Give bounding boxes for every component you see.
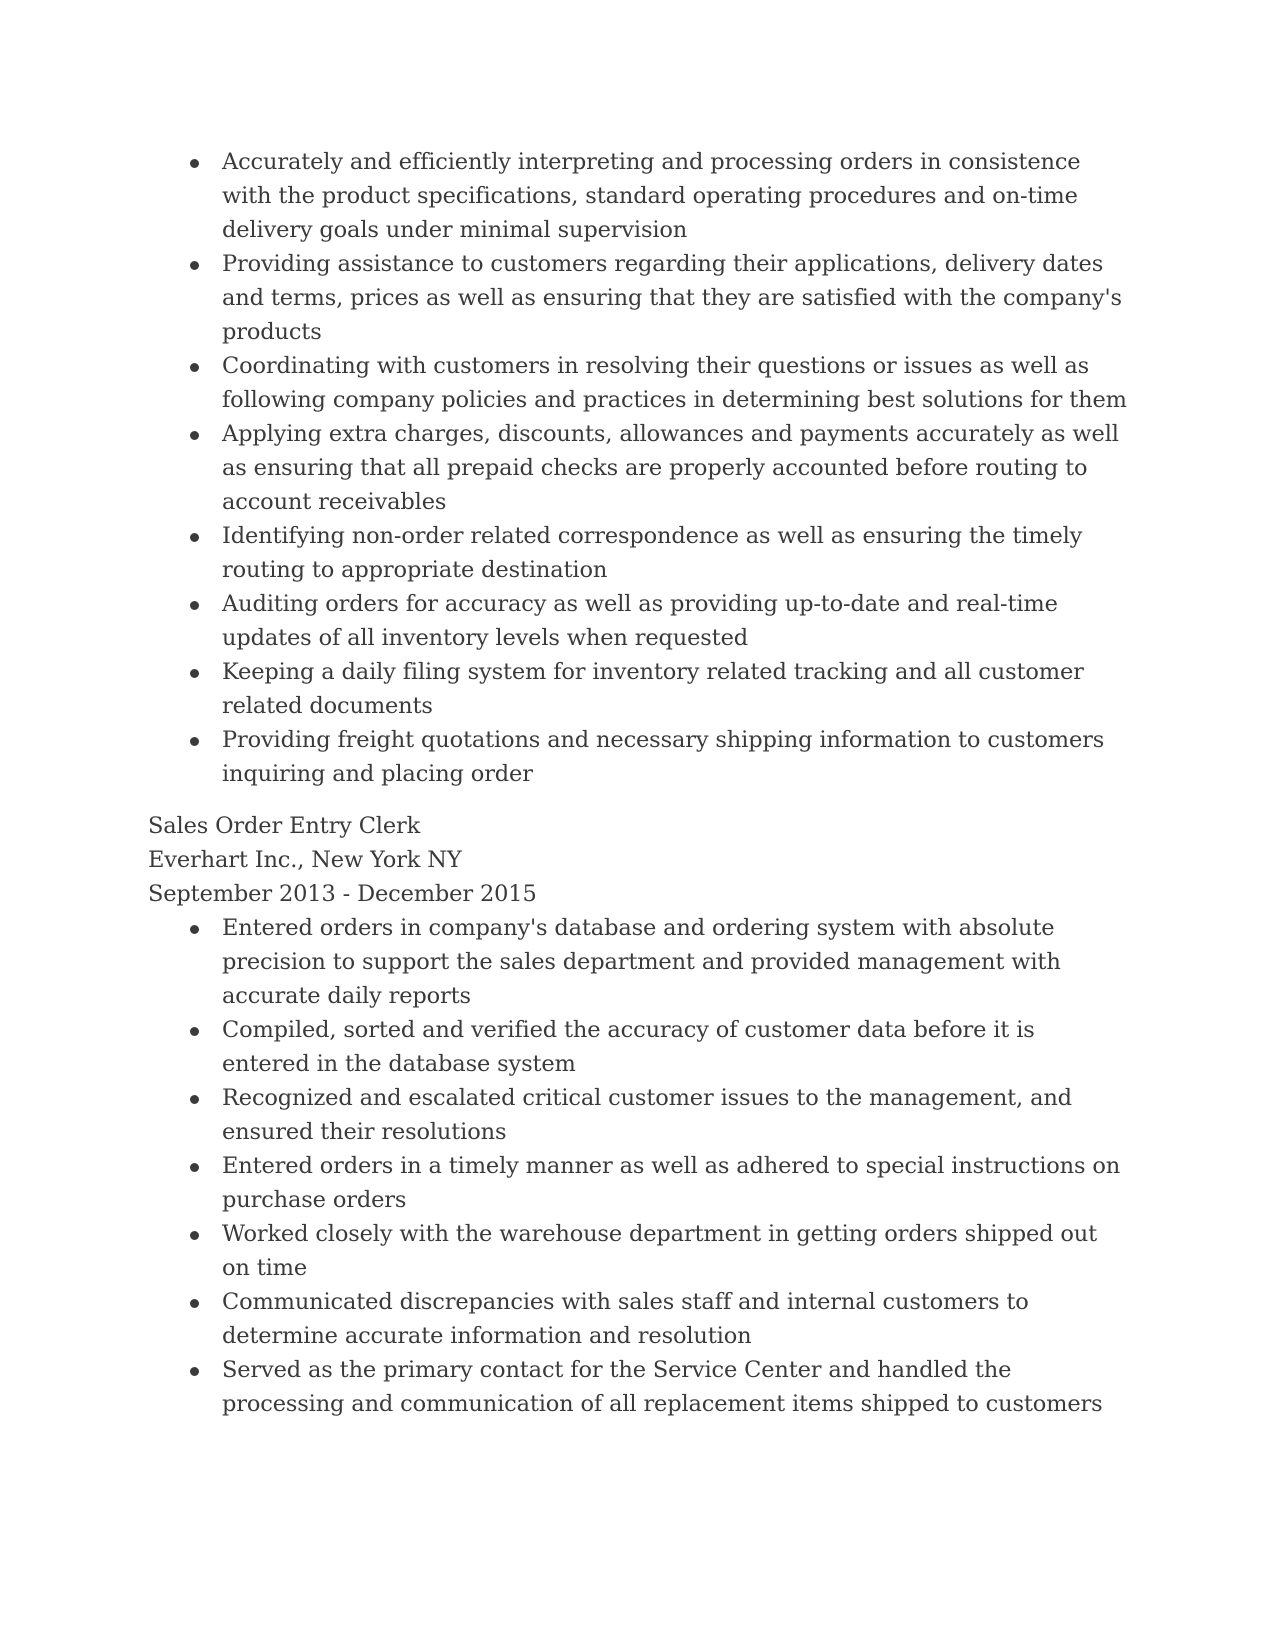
bullet-icon [190, 533, 199, 542]
list-item-text: Entered orders in company's database and ordering system with absolute precision to support the sales department and provided management with accurate daily reports [222, 915, 1061, 1009]
bullet-icon [190, 737, 199, 746]
bullet-icon [190, 1095, 199, 1104]
bullet-icon [190, 1027, 199, 1036]
bullet-icon [190, 1367, 199, 1376]
responsibilities-list [148, 145, 1128, 791]
list-item [148, 1217, 1128, 1285]
job-dates: September 2013 - December 2015 [148, 881, 537, 907]
list-item [148, 417, 1128, 519]
list-item [148, 519, 1128, 587]
list-item-text: Identifying non-order related correspondence as well as ensuring the timely routing to appropriate destination [222, 523, 1083, 583]
list-item-text: Recognized and escalated critical customer issues to the management, and ensured their resolutions [222, 1085, 1072, 1145]
bullet-icon [190, 925, 199, 934]
list-item-text: Providing assistance to customers regarding their applications, delivery dates and terms, prices as well as ensuring that they are satisfied with the company's products [222, 251, 1122, 345]
list-item-text: Entered orders in a timely manner as well as adhered to special instructions on purchase orders [222, 1153, 1121, 1213]
bullet-icon [190, 159, 199, 168]
list-item [148, 655, 1128, 723]
list-item [148, 911, 1128, 1013]
list-item-text: Auditing orders for accuracy as well as providing up-to-date and real-time updates of all inventory levels when requested [222, 591, 1058, 651]
bullet-icon [190, 1163, 199, 1172]
list-item [148, 1285, 1128, 1353]
list-item-text: Compiled, sorted and verified the accuracy of customer data before it is entered in the database system [222, 1017, 1035, 1077]
list-item-text: Communicated discrepancies with sales staff and internal customers to determine accurate information and resolution [222, 1289, 1029, 1349]
bullet-icon [190, 1231, 199, 1240]
list-item-text: Providing freight quotations and necessary shipping information to customers inquiring and placing order [222, 727, 1105, 787]
list-item [148, 1149, 1128, 1217]
list-item-text: Worked closely with the warehouse department in getting orders shipped out on time [222, 1221, 1098, 1281]
list-item [148, 247, 1128, 349]
job-duties-list [148, 911, 1128, 1421]
list-item-text: Coordinating with customers in resolving their questions or issues as well as following company policies and practices in determining best solutions for them [222, 353, 1127, 413]
list-item-text: Keeping a daily filing system for inventory related tracking and all customer related documents [222, 659, 1084, 719]
job-title: Sales Order Entry Clerk [148, 813, 421, 839]
list-item [148, 1353, 1128, 1421]
job-header [148, 809, 1128, 911]
bullet-icon [190, 601, 199, 610]
bullet-icon [190, 1299, 199, 1308]
list-item-text: Applying extra charges, discounts, allowances and payments accurately as well as ensuring that all prepaid checks are properly accounted before routing to account receivables [222, 421, 1119, 515]
list-item [148, 1081, 1128, 1149]
list-item [148, 145, 1128, 247]
list-item-text: Served as the primary contact for the Service Center and handled the processing and communication of all replacement items shipped to customers [222, 1357, 1103, 1417]
list-item [148, 349, 1128, 417]
bullet-icon [190, 431, 199, 440]
job-company: Everhart Inc., New York NY [148, 847, 462, 873]
list-item [148, 723, 1128, 791]
page-content [148, 145, 1128, 1421]
bullet-icon [190, 363, 199, 372]
bullet-icon [190, 261, 199, 270]
list-item [148, 587, 1128, 655]
list-item [148, 1013, 1128, 1081]
list-item-text: Accurately and efficiently interpreting and processing orders in consistence with the product specifications, standard operating procedures and on-time delivery goals under minimal supervision [222, 149, 1081, 243]
bullet-icon [190, 669, 199, 678]
